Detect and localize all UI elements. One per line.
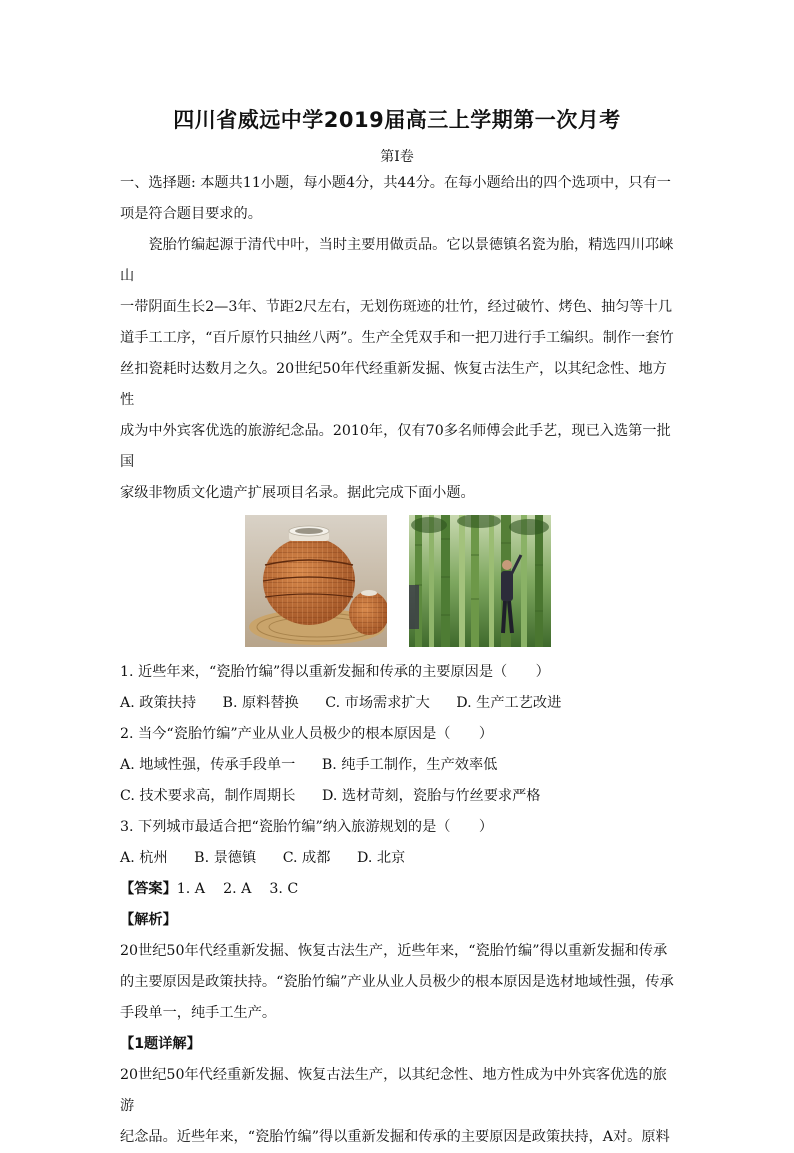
option-c: C. 成都 [282, 850, 331, 866]
question-2-stem: 2. 当今“瓷胎竹编”产业从业人员极少的根本原因是（ ） [120, 726, 494, 742]
passage-line: 丝扣瓷耗时达数月之久。20世纪50年代经重新发掘、恢复古法生产，以其纪念性、地方性 [120, 361, 667, 408]
passage-line: 成为中外宾客优选的旅游纪念品。2010年，仅有70多名师傅会此手艺，现已入选第一批国 [120, 423, 671, 470]
question-2-options-row-1 [120, 750, 675, 781]
question-3-stem: 3. 下列城市最适合把“瓷胎竹编”纳入旅游规划的是（ ） [120, 819, 494, 835]
answer-item: 1. A [176, 881, 206, 897]
answer-line [120, 874, 675, 905]
question-1-options [120, 688, 675, 719]
option-c: C. 市场需求扩大 [325, 695, 430, 711]
instructions-line: 一、选择题: 本题共11小题，每小题4分，共44分。在每小题给出的四个选项中，只有一 [120, 175, 671, 191]
section-subtitle: 第Ⅰ卷 [380, 149, 414, 165]
analysis-line: 手段单一，纯手工生产。 [120, 1005, 277, 1021]
option-b: B. 纯手工制作，生产效率低 [321, 757, 498, 773]
option-a: A. 地域性强，传承手段单一 [120, 757, 296, 773]
instructions-line: 项是符合题目要求的。 [120, 206, 262, 222]
detail-line: 纪念品。近些年来，“瓷胎竹编”得以重新发掘和传承的主要原因是政策扶持，A对。原料 [120, 1129, 670, 1145]
option-a: A. 杭州 [120, 850, 168, 866]
question-1-stem: 1. 近些年来，“瓷胎竹编”得以重新发掘和传承的主要原因是（ ） [120, 664, 550, 680]
document-title: 四川省威远中学2019届高三上学期第一次月考 [173, 108, 621, 132]
bamboo-forest-image [409, 515, 551, 647]
question-3-options [120, 843, 675, 874]
option-b: B. 原料替换 [222, 695, 299, 711]
document-body [120, 168, 675, 1153]
option-c: C. 技术要求高，制作周期长 [120, 788, 296, 804]
analysis-label: 【解析】 [120, 912, 177, 928]
option-d: D. 选材苛刻，瓷胎与竹丝要求严格 [321, 788, 541, 804]
passage-line: 道手工工序，“百斤原竹只抽丝八两”。生产全凭双手和一把刀进行手工编织。制作一套竹 [120, 330, 674, 346]
answer-label: 【答案】 [120, 881, 177, 897]
answer-item: 2. A [223, 881, 252, 897]
analysis-line: 20世纪50年代经重新发掘、恢复古法生产，近些年来，“瓷胎竹编”得以重新发掘和传承 [120, 943, 668, 959]
option-a: A. 政策扶持 [120, 695, 197, 711]
answer-item: 3. C [269, 881, 299, 897]
question-2-options-row-2 [120, 781, 675, 812]
passage-line: 家级非物质文化遗产扩展项目名录。据此完成下面小题。 [120, 485, 475, 501]
detail-label: 【1题详解】 [120, 1036, 201, 1052]
analysis-line: 的主要原因是政策扶持。“瓷胎竹编”产业从业人员极少的根本原因是选材地域性强，传承 [120, 974, 674, 990]
detail-line: 20世纪50年代经重新发掘、恢复古法生产，以其纪念性、地方性成为中外宾客优选的旅游 [120, 1067, 667, 1114]
figure-row [120, 515, 675, 647]
option-d: D. 生产工艺改进 [456, 695, 562, 711]
option-d: D. 北京 [356, 850, 406, 866]
option-b: B. 景德镇 [194, 850, 257, 866]
passage-line: 瓷胎竹编起源于清代中叶，当时主要用做贡品。它以景德镇名瓷为胎，精选四川邛崃山 [120, 237, 674, 284]
passage-line: 一带阴面生长2—3年、节距2尺左右，无划伤斑迹的壮竹，经过破竹、烤色、抽匀等十几 [120, 299, 673, 315]
bamboo-woven-porcelain-jar-image [245, 515, 387, 647]
